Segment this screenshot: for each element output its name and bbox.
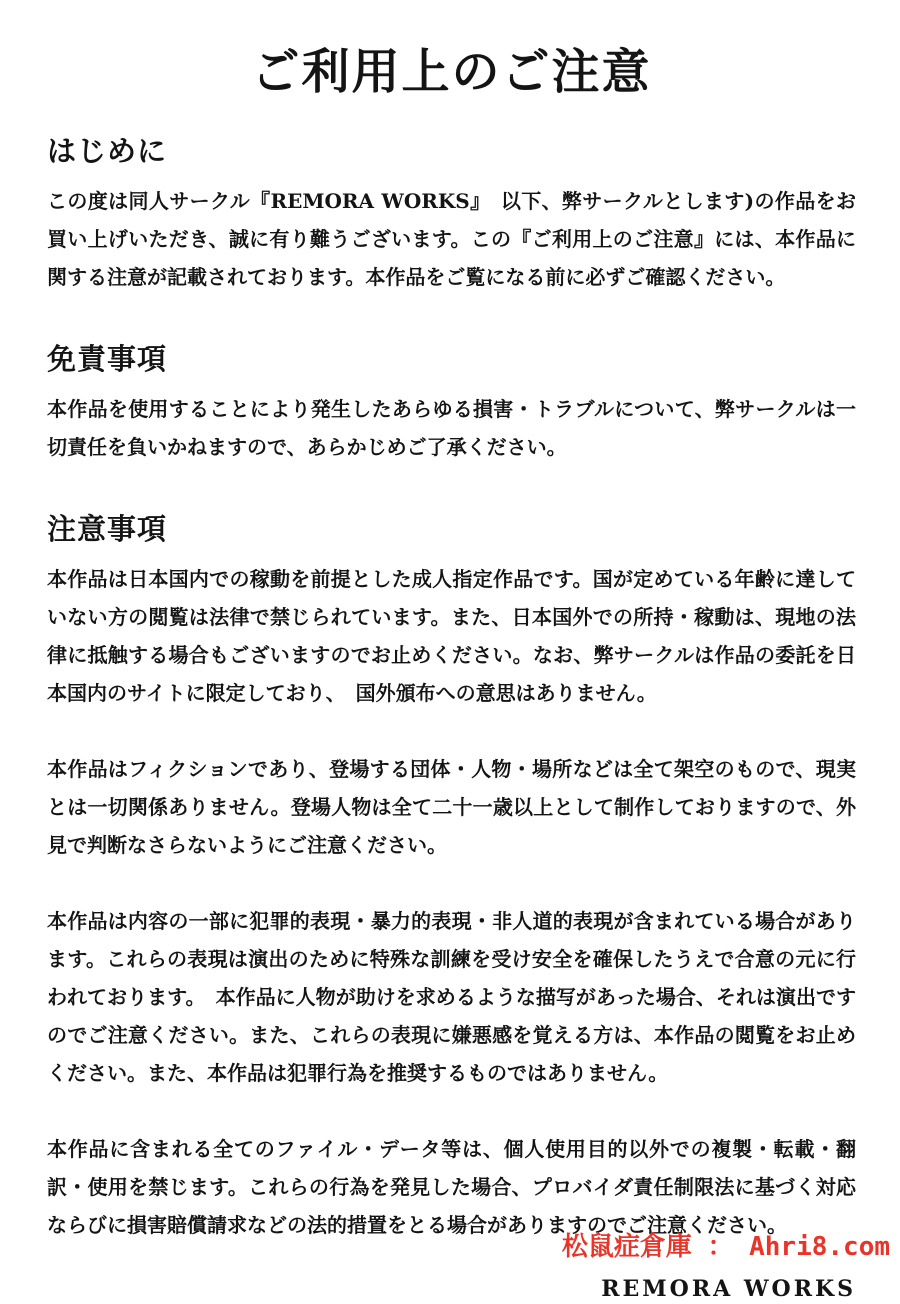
section-heading-precautions: 注意事項 <box>47 512 168 546</box>
paragraph-precautions-fiction: 本作品はフィクションであり、登場する団体・人物・場所などは全て架空のもので、現実とは一切関係ありません。登場人物は全て二十一歳以上として制作しておりますので、外見で判断なさらないようにご注意ください。 <box>47 757 856 857</box>
site-watermark: 松鼠症倉庫 ： Ahri8.com <box>561 1232 890 1262</box>
paragraph-precautions-expressions: 本作品は内容の一部に犯罪的表現・暴力的表現・非人道的表現が含まれている場合があります。これらの表現は演出のために特殊な訓練を受け安全を確保したうえで合意の元に行われております。 本作品に人物が助けを求めるような描写があった場合、それは演出ですのでご注意ください。また、これらの表現に嫌悪感を覚える方は、本作品の閲覧をお止めください。また、本作品は犯罪行為を推奨するものではありません。 <box>47 909 856 1085</box>
circle-signature: REMORA WORKS <box>601 1276 856 1302</box>
paragraph-precautions-copyright: 本作品に含まれる全てのファイル・データ等は、個人使用目的以外での複製・転載・翻訳・使用を禁じます。これらの行為を発見した場合、プロバイダ責任制限法に基づく対応ならびに損害賠償請求などの法的措置をとる場合がありますのでご注意ください。 <box>47 1137 856 1237</box>
section-heading-disclaimer: 免責事項 <box>47 342 168 376</box>
page-title: ご利用上のご注意 <box>251 44 652 100</box>
section-heading-introduction: はじめに <box>47 134 168 168</box>
paragraph-disclaimer: 本作品を使用することにより発生したあらゆる損害・トラブルについて、弊サークルは一切責任を負いかねますので、あらかじめご了承ください。 <box>47 397 856 459</box>
paragraph-introduction: この度は同人サークル『REMORA WORKS』 以下、弊サークルとします)の作品をお買い上げいただき、誠に有り難うございます。この『ご利用上のご注意』には、本作品に関する注意が記載されております。本作品をご覧になる前に必ずご確認ください。 <box>47 189 856 289</box>
paragraph-precautions-adult-rating: 本作品は日本国内での稼動を前提とした成人指定作品です。国が定めている年齢に達していない方の閲覧は法律で禁じられています。また、日本国外での所持・稼動は、現地の法律に抵触する場合もございますのでお止めください。なお、弊サークルは作品の委託を日本国内のサイトに限定しており、 国外頒布への意思はありません。 <box>47 567 856 705</box>
